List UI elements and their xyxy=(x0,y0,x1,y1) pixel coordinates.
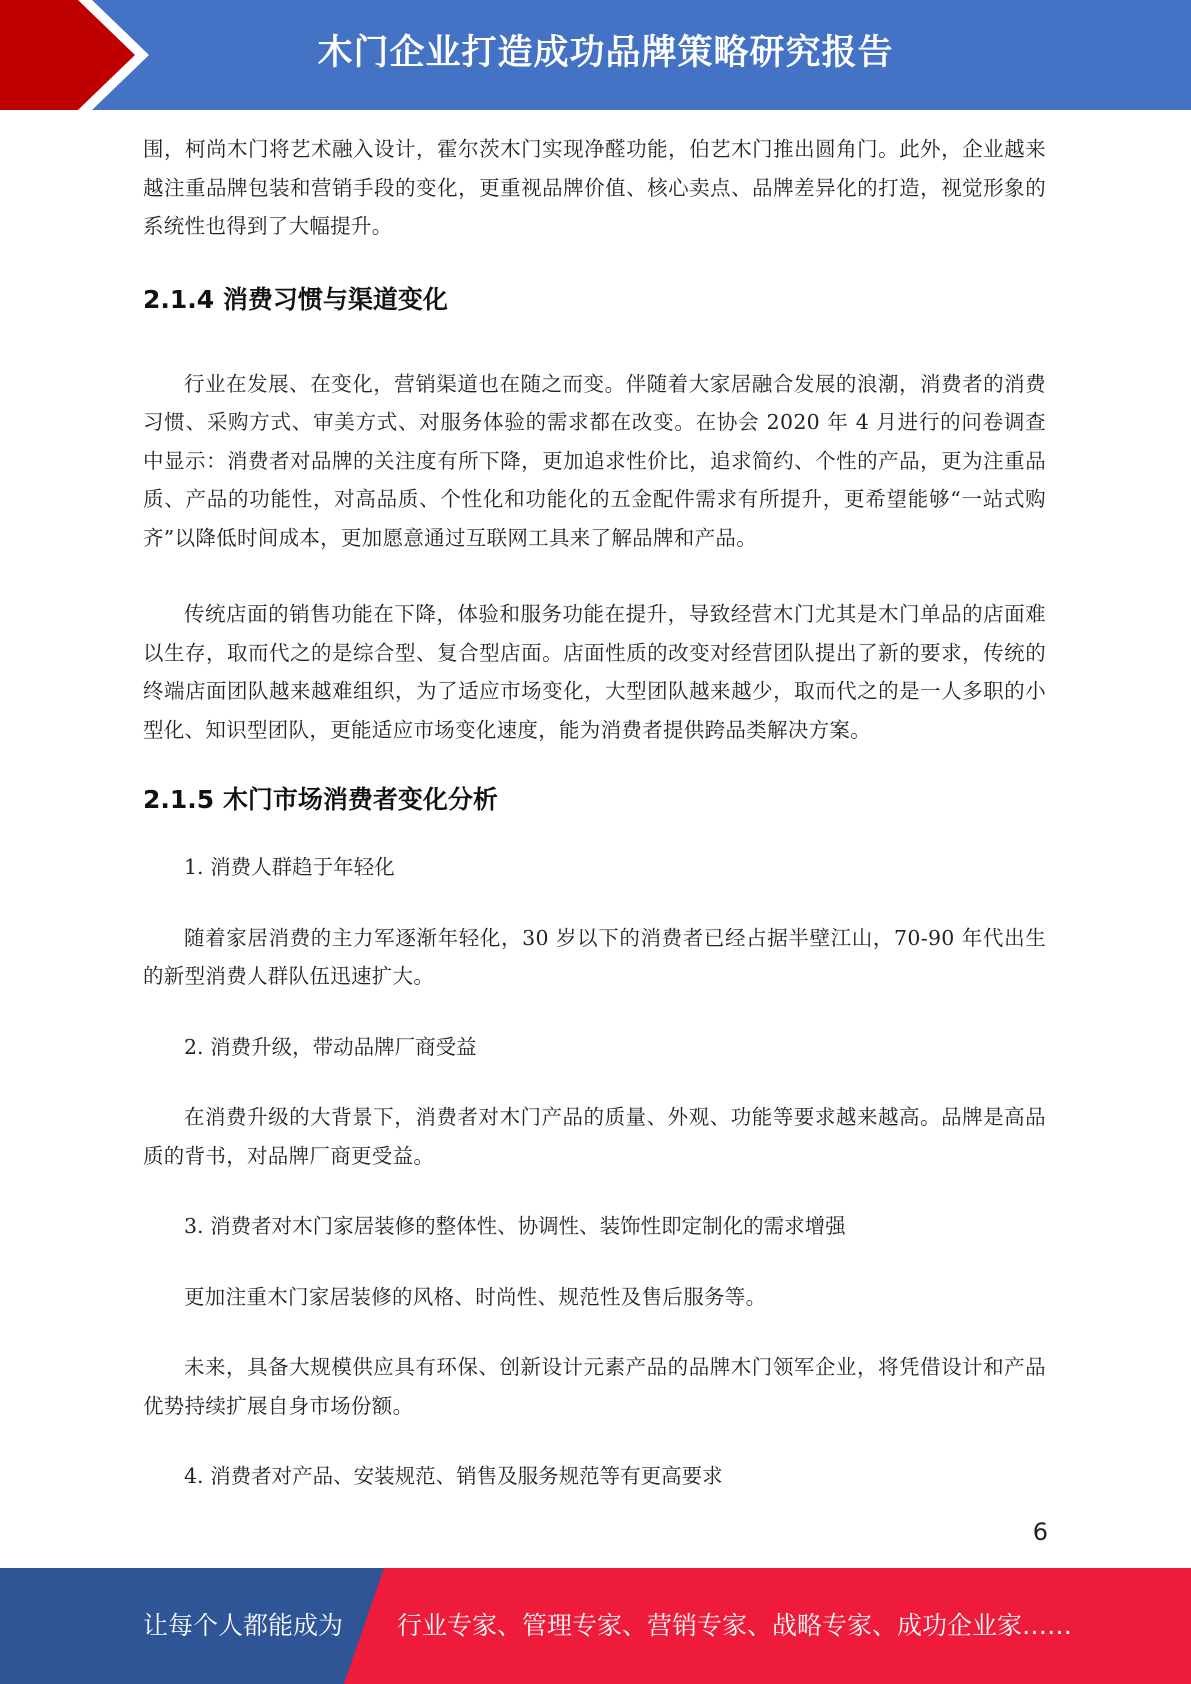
body-paragraph: 未来，具备大规模供应具有环保、创新设计元素产品的品牌木门领军企业，将凭借设计和产品优势持续扩展自身市场份额。 xyxy=(143,1355,1046,1418)
footer-slogan-right: 行业专家、管理专家、营销专家、战略专家、成功企业家…… xyxy=(397,1611,1073,1640)
section-heading-2-1-4: 2.1.4 消费习惯与渠道变化 xyxy=(143,284,448,314)
page-body xyxy=(143,130,1046,1496)
intro-paragraph: 围，柯尚木门将艺术融入设计，霍尔茨木门实现净醛功能，伯艺木门推出圆角门。此外，企业越来越注重品牌包装和营销手段的变化，更重视品牌价值、核心卖点、品牌差异化的打造，视觉形象的系统性也得到了大幅提升。 xyxy=(143,137,1046,238)
page-footer xyxy=(0,1568,1191,1684)
body-paragraph: 在消费升级的大背景下，消费者对木门产品的质量、外观、功能等要求越来越高。品牌是高品质的背书，对品牌厂商更受益。 xyxy=(143,1105,1046,1168)
body-paragraph: 随着家居消费的主力军逐渐年轻化，30 岁以下的消费者已经占据半壁江山，70-90 年代出生的新型消费人群队伍迅速扩大。 xyxy=(143,925,1046,988)
list-item: 2. 消费升级，带动品牌厂商受益 xyxy=(184,1034,477,1059)
body-paragraph: 更加注重木门家居装修的风格、时尚性、规范性及售后服务等。 xyxy=(184,1284,767,1309)
document-title: 木门企业打造成功品牌策略研究报告 xyxy=(317,33,894,73)
body-paragraph: 行业在发展、在变化，营销渠道也在随之而变。伴随着大家居融合发展的浪潮，消费者的消费习惯、采购方式、审美方式、对服务体验的需求都在改变。在协会 2020 年 4 月进行的问卷调查中显示：消费者对品牌的关注度有所下降，更加追求性价比，追求简约、个性的产品，更为注重品质、产品的功能性，对高品质、个性化和功能化的五金配件需求有所提升，更希望能够“一站式购齐”以降低时间成本，更加愿意通过互联网工具来了解品牌和产品。 xyxy=(143,371,1046,550)
page-number: 6 xyxy=(1032,1518,1048,1546)
list-item: 1. 消费人群趋于年轻化 xyxy=(184,855,395,879)
page-header xyxy=(0,0,1191,110)
footer-slogan-left: 让每个人都能成为 xyxy=(143,1611,344,1640)
body-paragraph: 传统店面的销售功能在下降，体验和服务功能在提升，导致经营木门尤其是木门单品的店面难以生存，取而代之的是综合型、复合型店面。店面性质的改变对经营团队提出了新的要求，传统的终端店面团队越来越难组织，为了适应市场变化，大型团队越来越少，取而代之的是一人多职的小型化、知识型团队，更能适应市场变化速度，能为消费者提供跨品类解决方案。 xyxy=(143,602,1046,742)
list-item: 3. 消费者对木门家居装修的整体性、协调性、装饰性即定制化的需求增强 xyxy=(184,1214,846,1238)
list-item: 4. 消费者对产品、安装规范、销售及服务规范等有更高要求 xyxy=(184,1464,723,1488)
section-heading-2-1-5: 2.1.5 木门市场消费者变化分析 xyxy=(143,785,498,814)
